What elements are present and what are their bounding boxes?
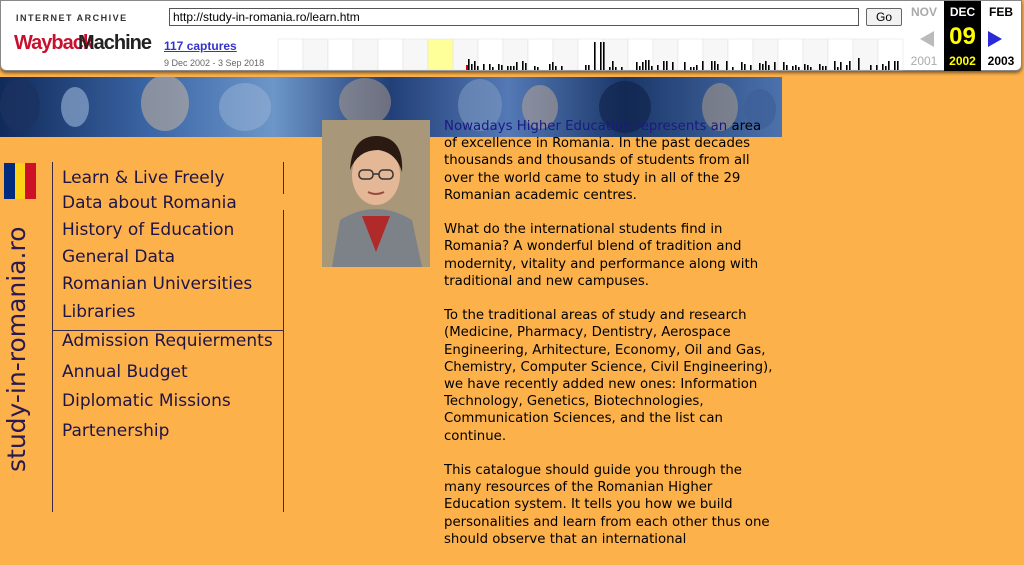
sparkline-bar: [819, 64, 821, 70]
sparkline-year-cell[interactable]: [328, 39, 353, 70]
sparkline-bar: [615, 67, 617, 70]
next-month-link[interactable]: FEB: [989, 5, 1013, 19]
sparkline-bar: [837, 67, 839, 70]
sparkline-bar: [648, 60, 650, 70]
paragraph-catalogue: This catalogue should guide you through the many resources of the Romanian Higher Education system. It tells you how we build personalities and learn from each other thus one should observe that an international: [444, 463, 770, 547]
sparkline-bar: [549, 64, 551, 70]
sparkline-bar: [810, 67, 812, 70]
sparkline-bar: [822, 66, 824, 70]
sparkline-bar: [642, 62, 644, 70]
sparkline-current-marker: [466, 65, 468, 70]
paragraph-intro: [444, 118, 774, 204]
sparkline-year-cell[interactable]: [878, 39, 903, 70]
sparkline-bar: [612, 61, 614, 70]
sparkline-bar: [894, 61, 896, 70]
sparkline-bar: [522, 61, 524, 70]
sparkline-bar: [690, 67, 692, 70]
sparkline-bar: [468, 59, 470, 70]
sparkline-bar: [594, 42, 596, 70]
sparkline-bar: [834, 61, 836, 70]
sparkline-year-cell[interactable]: [303, 39, 328, 70]
sparkline-bar: [513, 66, 515, 70]
next-capture-arrow-icon[interactable]: [988, 31, 1002, 47]
sparkline-year-cell[interactable]: [428, 39, 453, 70]
sparkline-bar: [870, 65, 872, 70]
sparkline-bar: [537, 67, 539, 70]
wayback-logo[interactable]: [10, 9, 152, 61]
sparkline-bar: [762, 64, 764, 70]
current-year: 2002: [949, 54, 976, 68]
sparkline-bar: [645, 60, 647, 70]
sparkline-bar: [672, 62, 674, 70]
sparkline-year-cell[interactable]: [578, 39, 603, 70]
sparkline-bar: [555, 66, 557, 70]
logo-top-text: INTERNET ARCHIVE: [16, 13, 128, 23]
nav-divider-right: [283, 210, 284, 512]
sparkline-year-cell[interactable]: [778, 39, 803, 70]
sparkline-bar: [732, 67, 734, 70]
sparkline-bar: [807, 65, 809, 70]
sparkline-bar: [798, 67, 800, 70]
nav-romanian-universities[interactable]: Romanian Universities: [62, 274, 253, 294]
next-year-label[interactable]: 2003: [987, 54, 1015, 68]
sparkline-bar: [516, 62, 518, 70]
sparkline-bar: [885, 66, 887, 70]
sparkline-bar: [696, 65, 698, 70]
sparkline-bar: [657, 65, 659, 70]
sparkline-bar: [744, 64, 746, 70]
sparkline-year-cell[interactable]: [603, 39, 628, 70]
nav-diplomatic-missions[interactable]: Diplomatic Missions: [62, 391, 231, 411]
sparkline-bar: [693, 67, 695, 70]
sparkline-bar: [474, 61, 476, 70]
sparkline-bar: [825, 66, 827, 70]
sparkline-bar: [651, 66, 653, 70]
flag-stripe: [25, 163, 36, 199]
sparkline-bar: [498, 64, 500, 70]
sparkline-bar: [534, 66, 536, 70]
nav-data-about-romania[interactable]: Data about Romania: [62, 193, 237, 213]
sparkline-bar: [492, 67, 494, 70]
sparkline-year-cell[interactable]: [553, 39, 578, 70]
sparkline-bar: [600, 42, 602, 70]
sparkline-bar: [483, 64, 485, 70]
sparkline-bar: [585, 65, 587, 70]
sparkline-bar: [858, 58, 860, 70]
nav-partenership[interactable]: Partenership: [62, 421, 170, 441]
current-month: DEC: [949, 5, 976, 19]
url-input[interactable]: http://study-in-romania.ro/learn.htm: [169, 8, 859, 26]
prev-month-link[interactable]: NOV: [910, 5, 937, 19]
sparkline-bar: [765, 61, 767, 70]
prev-year-label[interactable]: 2001: [910, 54, 938, 68]
nav-learn-live-freely[interactable]: Learn & Live Freely: [62, 168, 225, 188]
sparkline-year-cell[interactable]: [378, 39, 403, 70]
sparkline-year-cell[interactable]: [278, 39, 303, 70]
wayback-machine-logo-icon: [12, 26, 152, 56]
current-capture: [944, 1, 981, 71]
nav-libraries[interactable]: Libraries: [62, 302, 136, 322]
nav-general-data[interactable]: General Data: [62, 247, 175, 267]
sparkline-bar: [636, 62, 638, 70]
sparkline-bar: [846, 65, 848, 70]
sparkline-year-cell[interactable]: [653, 39, 678, 70]
nav-annual-budget[interactable]: Annual Budget: [62, 362, 188, 382]
wayback-toolbar: [0, 0, 1022, 71]
sparkline-year-cell[interactable]: [403, 39, 428, 70]
site-brand-vertical: study-in-romania.ro: [2, 226, 31, 472]
sparkline-bar: [804, 64, 806, 70]
sparkline-bar: [471, 64, 473, 70]
sparkline-bar: [489, 64, 491, 70]
sparkline-bar: [552, 62, 554, 70]
sparkline-bar: [750, 65, 752, 70]
sparkline-bar: [792, 66, 794, 70]
go-button[interactable]: Go: [866, 8, 902, 26]
sparkline-bar: [603, 42, 605, 70]
prev-capture-arrow-icon[interactable]: [920, 31, 934, 47]
capture-date-range: 9 Dec 2002 - 3 Sep 2018: [164, 58, 265, 68]
sparkline-bar: [702, 61, 704, 70]
nav-divider-right: [283, 162, 284, 194]
sparkline-bar: [795, 65, 797, 70]
sparkline-bar: [663, 61, 665, 70]
sparkline-bar: [897, 61, 899, 70]
minister-portrait-image: [322, 120, 430, 267]
sparkline-bar: [501, 65, 503, 70]
sparkline-bar: [684, 62, 686, 70]
sparkline-bar: [840, 62, 842, 70]
sparkline-bar: [849, 61, 851, 70]
sparkline-bar: [507, 66, 509, 70]
sparkline-bar: [588, 65, 590, 70]
sparkline-bar: [741, 62, 743, 70]
sparkline-bar: [714, 61, 716, 70]
capture-sparkline[interactable]: [278, 39, 903, 70]
sparkline-year-cell[interactable]: [353, 39, 378, 70]
flag-stripe: [15, 163, 26, 199]
sparkline-year-cell[interactable]: [503, 39, 528, 70]
paragraph-areas: To the traditional areas of study and research (Medicine, Pharmacy, Dentistry, Aerospace Engineering, Arhitecture, Economy, Oil and Gas, Chemistry, Computer Science, Civil Engineering), we have recently added new ones: Information Technology, Genetics, Biotechnologies, Communication Sciences, and the list can continue.: [444, 308, 773, 444]
sparkline-bar: [774, 62, 776, 70]
svg-text:Machine: Machine: [78, 32, 152, 54]
sparkline-bar: [666, 61, 668, 70]
sparkline-bar: [717, 64, 719, 70]
nav-admission-requierments[interactable]: Admission Requierments: [62, 331, 273, 351]
nav-divider-left: [52, 162, 53, 512]
sparkline-bar: [882, 64, 884, 70]
main-content: [444, 118, 774, 565]
sparkline-bar: [525, 63, 527, 70]
sparkline-bar: [783, 62, 785, 70]
sparkline-bar: [711, 61, 713, 70]
intro-highlight: Nowadays Higher Education represents an: [444, 119, 728, 134]
sparkline-bar: [759, 63, 761, 70]
romanian-flag-icon: [4, 163, 36, 199]
current-day: 09: [949, 23, 976, 50]
sparkline-year-cell[interactable]: [728, 39, 753, 70]
sparkline-bar: [639, 66, 641, 70]
sparkline-bar: [477, 66, 479, 70]
intro-rest: area of excellence in Romania. In the past decades thousands and thousands of students from all over the world came to study in all of the 29 Romanian academic centres.: [444, 119, 762, 203]
svg-text:Wayback: Wayback: [14, 32, 93, 54]
sparkline-bar: [561, 66, 563, 70]
sparkline-bar: [888, 61, 890, 70]
paragraph-international: What do the international students find in Romania? A wonderful blend of tradition and modernity, vitality and performance along with traditional and new campuses.: [444, 222, 759, 289]
sparkline-bar: [786, 65, 788, 70]
sparkline-bar: [726, 61, 728, 70]
flag-stripe: [4, 163, 15, 199]
sparkline-bar: [876, 65, 878, 70]
sparkline-year-cell[interactable]: [803, 39, 828, 70]
sparkline-bar: [768, 65, 770, 70]
sparkline-bar: [609, 67, 611, 70]
sparkline-bar: [510, 66, 512, 70]
nav-history-of-education[interactable]: History of Education: [62, 220, 235, 240]
sparkline-year-cell[interactable]: [853, 39, 878, 70]
captures-link[interactable]: 117 captures: [164, 39, 237, 53]
sparkline-bar: [621, 67, 623, 70]
sparkline-year-cell[interactable]: [678, 39, 703, 70]
